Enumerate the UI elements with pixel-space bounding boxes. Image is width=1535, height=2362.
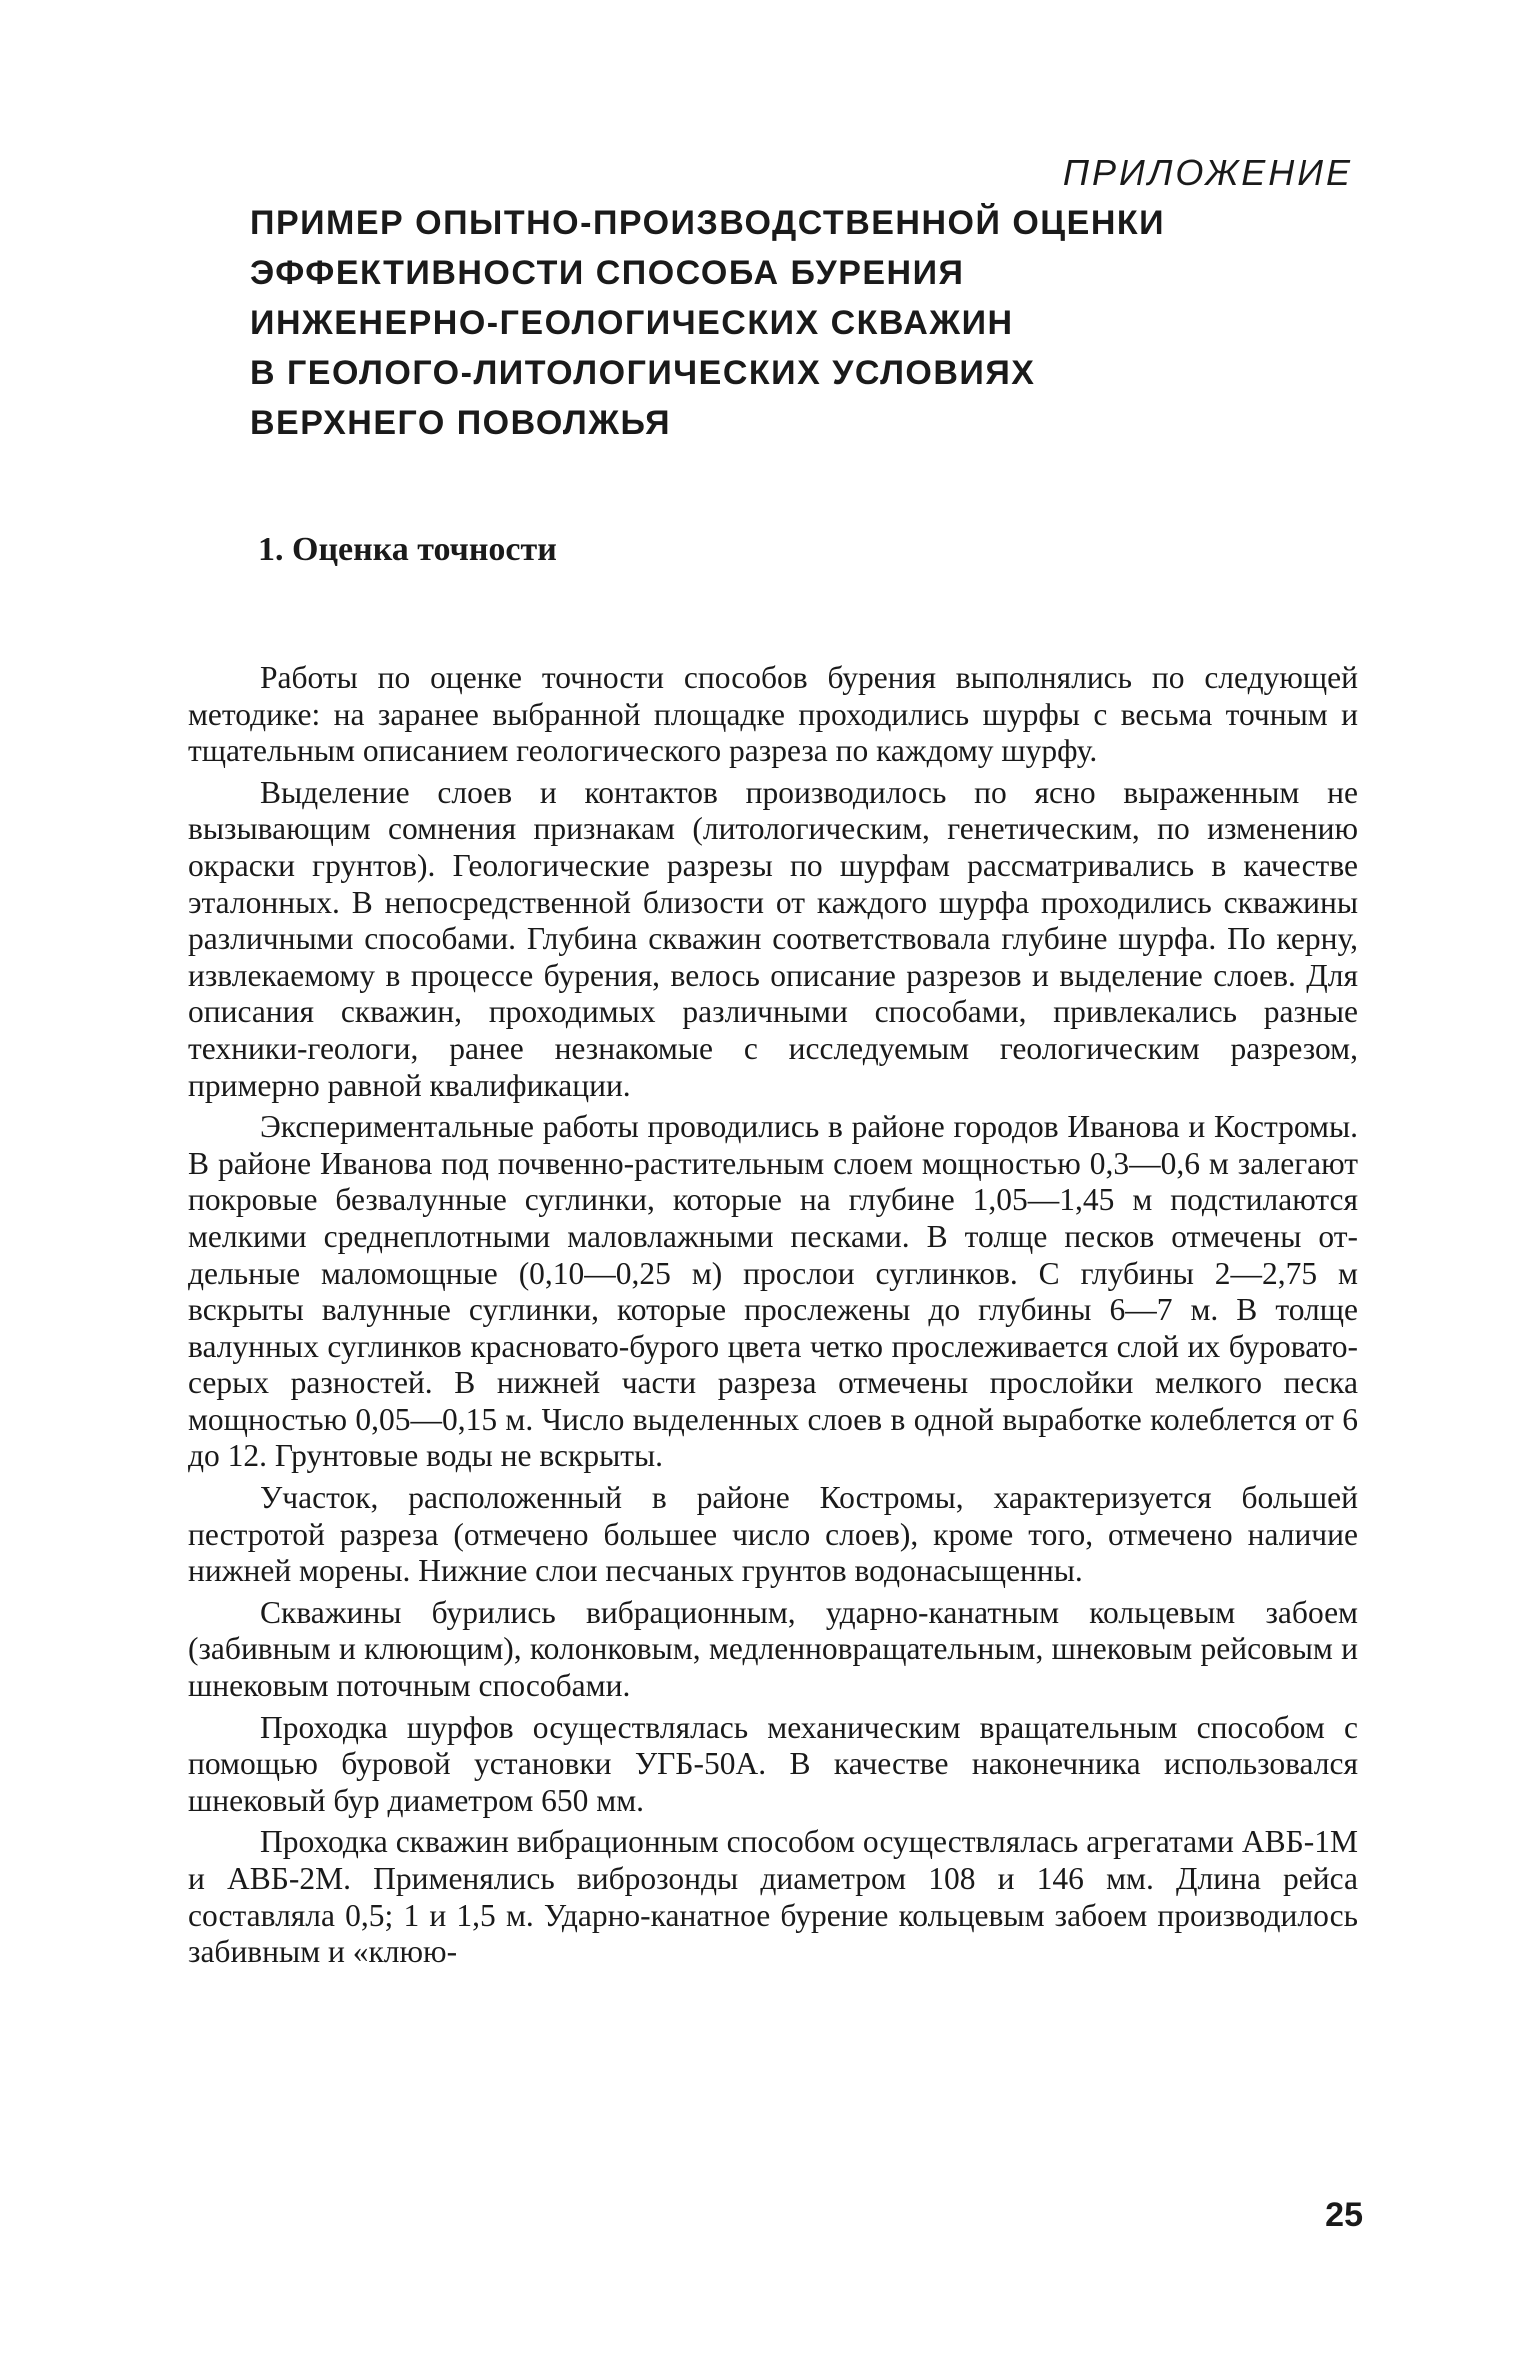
paragraph: Проходка скважин вибрационным способом осуществлялась агрегатами АВБ-1М и АВБ-2М. Применялись виброзонды диаметром 108 и 146 мм. Длина рейса составляла 0,5; 1 и 1,5 м. Ударно-канатное бурение кольцевым забоем производилось забивным и «клюю- [188, 1824, 1358, 1970]
paragraph: Выделение слоев и контактов производилось по ясно выраженным не вызывающим сомнения признакам (литологическим, генетическим, по изменению окраски грунтов). Геологические разрезы по шурфам рассматривались в качестве эталонных. В непосредственной близости от каждого шурфа проходились скважины различными способами. Глубина скважин соответствовала глубине шурфа. По керну, извлекаемому в процессе бурения, велось описание разрезов и выделение слоев. Для описания скважин, проходимых различными способами, привлекались разные техники-геологи, ранее незнакомые с исследуемым геологическим разрезом, примерно равной квалификации. [188, 774, 1358, 1103]
paragraph: Скважины бурились вибрационным, ударно-канатным кольцевым забоем (забивным и клюющим), колонковым, медленновращательным, шнековым рейсовым и шнековым поточным способами. [188, 1594, 1358, 1704]
title-line: В ГЕОЛОГО-ЛИТОЛОГИЧЕСКИХ УСЛОВИЯХ [250, 354, 1036, 392]
paragraph: Участок, расположенный в районе Костромы, характеризуется большей пестротой разреза (отмечено большее число слоев), кроме того, отмечено наличие нижней морены. Нижние слои песчаных грунтов водонасыщенны. [188, 1480, 1358, 1589]
section-heading: 1. Оценка точности [258, 531, 557, 568]
document-title [250, 198, 1380, 448]
title-line: ВЕРХНЕГО ПОВОЛЖЬЯ [250, 404, 672, 442]
paragraph: Работы по оценке точности способов бурения выполнялись по следующей методике: на заранее выбранной площадке проходились шурфы с весьма точным и тщательным описанием геологического разреза по каждому шурфу. [188, 660, 1358, 769]
paragraph: Экспериментальные работы проводились в районе городов Иванова и Костромы. В районе Иванова под почвенно-растительным слоем мощностью 0,3—0,6 м залегают покровые безвалунные суглинки, которые на глубине 1,05—1,45 м подстилаются мелкими среднеплотными маловлажными песками. В толще песков отмечены отдельные маломощные (0,10—0,25 м) прослои суглинков. С глубины 2—2,75 м вскрыты валунные суглинки, которые прослежены до глубины 6—7 м. В толще валунных суглинков красновато-бурого цвета четко прослеживается слой их буровато-серых разностей. В нижней части разреза отмечены прослойки мелкого песка мощностью 0,05—0,15 м. Число выделенных слоев в одной выработке колеблется от 6 до 12. Грунтовые воды не вскрыты. [188, 1109, 1358, 1474]
body-text [188, 660, 1358, 1976]
appendix-label: ПРИЛОЖЕНИЕ [1062, 152, 1353, 193]
title-line: ИНЖЕНЕРНО-ГЕОЛОГИЧЕСКИХ СКВАЖИН [250, 304, 1014, 342]
title-line: ПРИМЕР ОПЫТНО-ПРОИЗВОДСТВЕННОЙ ОЦЕНКИ [250, 204, 1166, 242]
paragraph: Проходка шурфов осуществлялась механическим вращательным способом с помощью буровой установки УГБ-50А. В качестве наконечника использовался шнековый бур диаметром 650 мм. [188, 1709, 1358, 1818]
page-number: 25 [1325, 2196, 1363, 2234]
title-line: ЭФФЕКТИВНОСТИ СПОСОБА БУРЕНИЯ [250, 254, 965, 292]
